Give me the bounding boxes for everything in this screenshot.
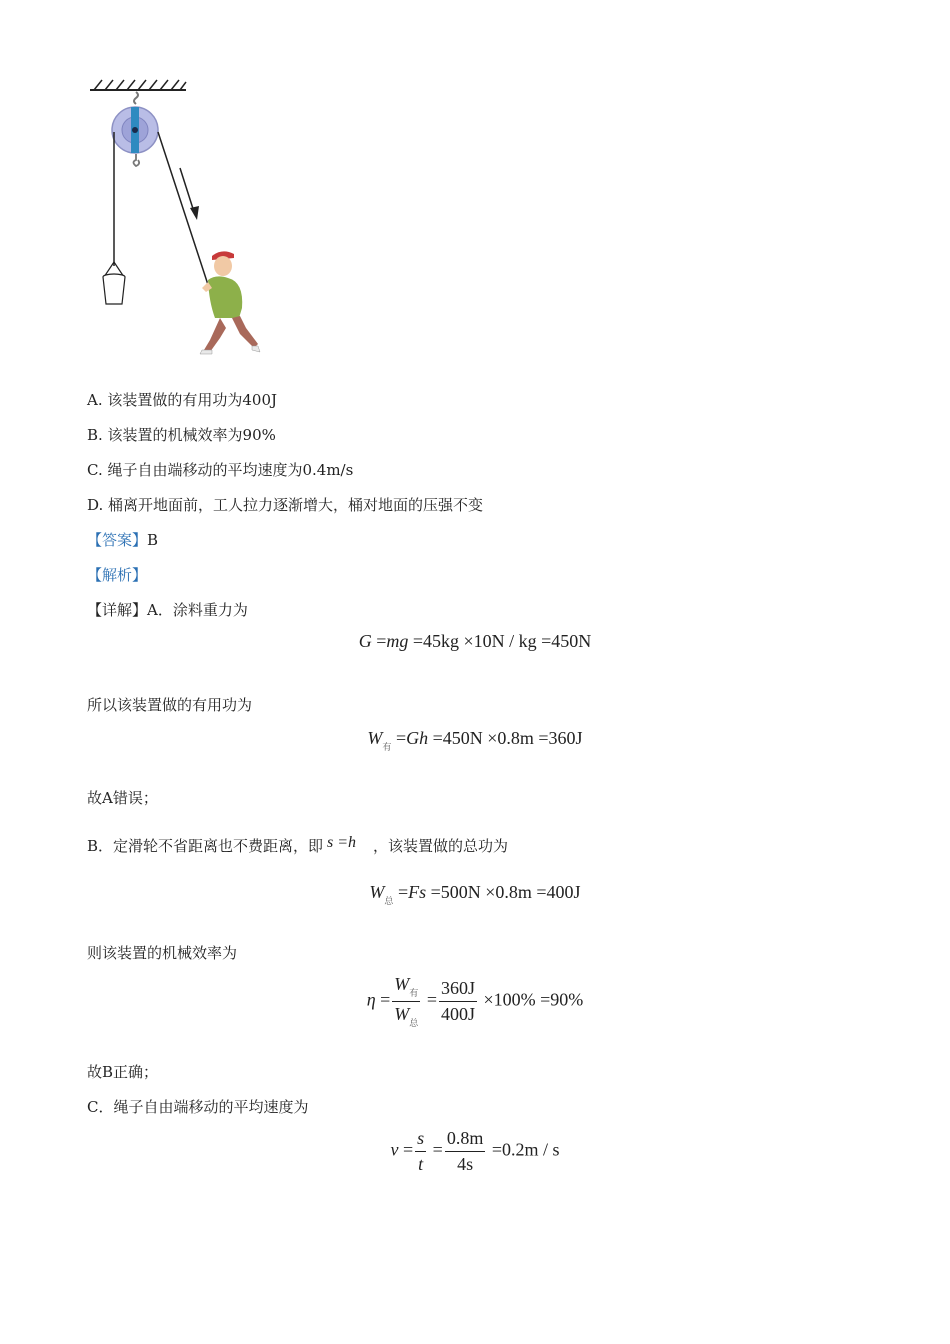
answer-tag: 【答案】 xyxy=(87,531,148,549)
option-b: B. 该装置的机械效率为90% xyxy=(87,426,276,444)
worker-figure xyxy=(200,251,260,354)
analysis-line xyxy=(87,565,147,585)
text-b-right: 故B正确； xyxy=(87,1063,159,1081)
fraction-s-over-t: $\frac{s}{t}$ xyxy=(417,1128,425,1174)
fraction-distance-time: $\frac{0.8m}{4s}$ xyxy=(446,1128,484,1174)
bucket xyxy=(103,262,125,304)
fraction-work-ratio: $\frac{W_有}{W_总}$ xyxy=(394,974,419,1028)
text-c: C．绳子自由端移动的平均速度为 xyxy=(87,1098,309,1116)
text-efficiency: 则该装置的机械效率为 xyxy=(87,944,238,962)
text-useful-work: 所以该装置做的有用功为 xyxy=(87,696,253,714)
text-b: B．定滑轮不省距离也不费距离，即 s =h ，该装置做的总功为 xyxy=(87,834,509,855)
fraction-values: $\frac{360J}{400J}$ xyxy=(440,978,475,1024)
detail-line xyxy=(87,600,248,620)
option-a: A. 该装置做的有用功为400J xyxy=(87,391,278,409)
equation-efficiency: η = $\frac{W_有}{W_总}$ = $\frac{360J}{400J}$ ×100% =90% xyxy=(366,974,584,1028)
ceiling-hatch xyxy=(90,80,186,90)
equation-useful-work: $W_有 =Gh =450N \times 0.8m =360J$ xyxy=(367,728,583,752)
detail-text: A．涂料重力为 xyxy=(147,601,248,619)
analysis-tag: 【解析】 xyxy=(87,566,148,584)
detail-tag: 【详解】 xyxy=(87,601,148,619)
answer-line xyxy=(87,530,158,550)
answer-value: B xyxy=(147,531,159,549)
equation-velocity: v = $\frac{s}{t}$ = $\frac{0.8m}{4s}$ =0.2m / s xyxy=(390,1128,560,1174)
option-c: C. 绳子自由端移动的平均速度为0.4m/s xyxy=(87,461,354,479)
equation-total-work: $W_总 =Fs =500N \times 0.8m =400J$ xyxy=(369,882,581,906)
text-a-wrong: 故A错误； xyxy=(87,789,158,807)
option-d: D. 桶离开地面前，工人拉力逐渐增大，桶对地面的压强不变 xyxy=(87,496,484,514)
pulley-figure xyxy=(80,70,280,360)
pull-direction-arrow xyxy=(180,168,199,220)
pulley-wheel xyxy=(112,107,158,153)
equation-gravity: G =mg =45kg ×10N / kg =450N xyxy=(358,631,592,651)
